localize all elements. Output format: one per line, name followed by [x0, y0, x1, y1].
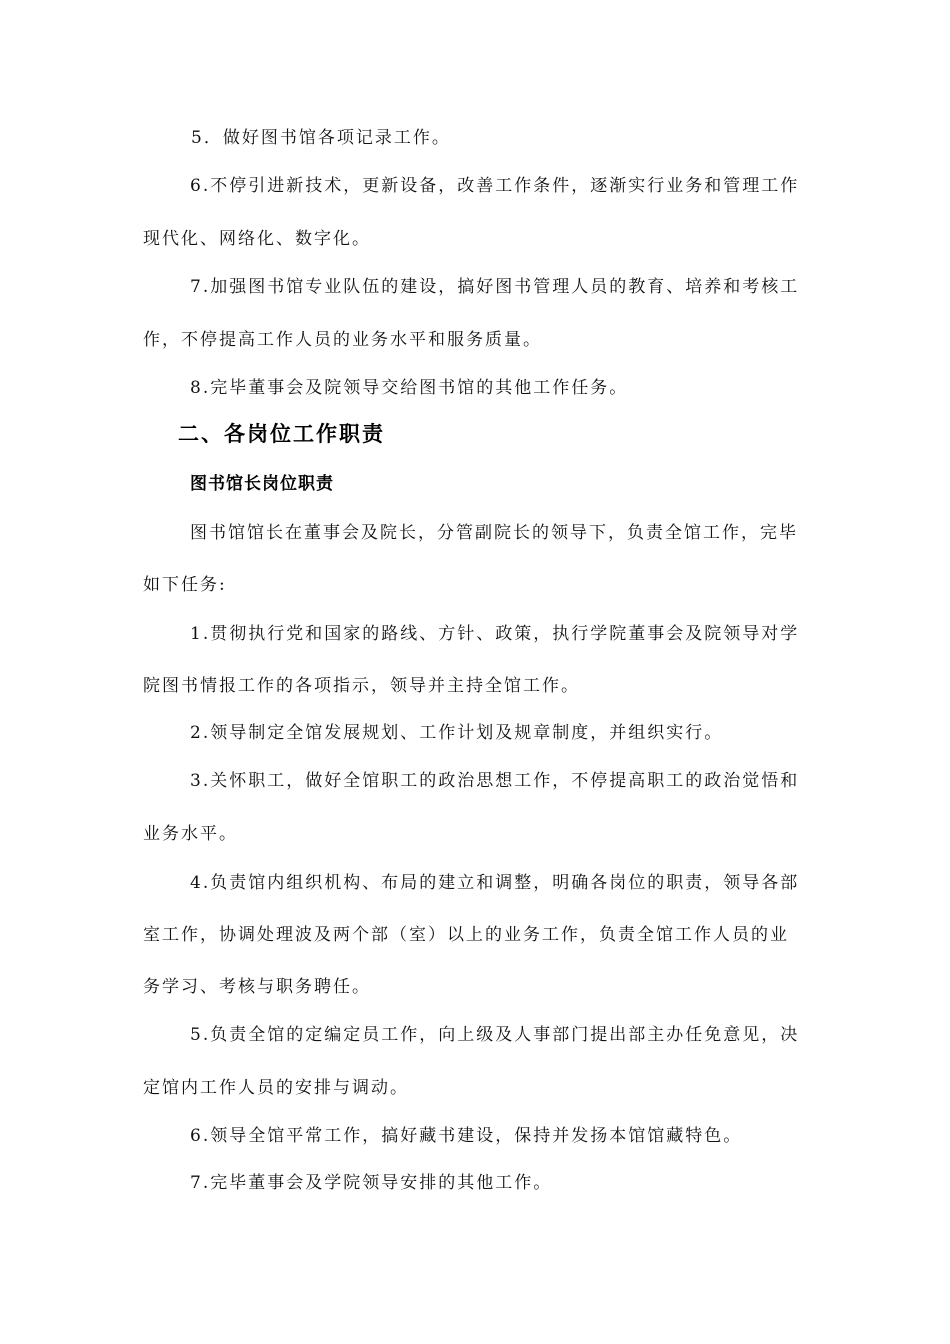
item-8-other-tasks: 8.完毕董事会及院领导交给图书馆的其他工作任务。 [190, 378, 629, 398]
item-6-technology-line-2: 现代化、网络化、数字化。 [143, 229, 371, 249]
duty-1-line-2: 院图书情报工作的各项指示，领导并主持全馆工作。 [143, 676, 580, 696]
duty-4-line-3: 务学习、考核与职务聘任。 [143, 977, 371, 997]
duty-1-line-1: 1.贯彻执行党和国家的路线、方针、政策，执行学院董事会及院领导对学 [190, 624, 800, 644]
item-7-team-building-line-1: 7.加强图书馆专业队伍的建设，搞好图书管理人员的教育、培养和考核工 [190, 277, 800, 297]
duty-4-line-2: 室工作，协调处理波及两个部（室）以上的业务工作，负责全馆工作人员的业 [143, 925, 789, 945]
duty-2: 2.领导制定全馆发展规划、工作计划及规章制度，并组织实行。 [190, 723, 724, 743]
duty-4-line-1: 4.负责馆内组织机构、布局的建立和调整，明确各岗位的职责，领导各部 [190, 873, 800, 893]
duty-5-line-1: 5.负责全馆的定编定员工作，向上级及人事部门提出部主办任免意见，决 [190, 1025, 800, 1045]
duty-7: 7.完毕董事会及学院领导安排的其他工作。 [190, 1173, 553, 1193]
duty-3-line-1: 3.关怀职工，做好全馆职工的政治思想工作，不停提高职工的政治觉悟和 [190, 771, 800, 791]
section-heading: 二、各岗位工作职责 [178, 422, 385, 446]
duty-6: 6.领导全馆平常工作，搞好藏书建设，保持并发扬本馆馆藏特色。 [190, 1126, 743, 1146]
duty-5-line-2: 定馆内工作人员的安排与调动。 [143, 1078, 409, 1098]
sub-heading-director-duties: 图书馆长岗位职责 [190, 474, 334, 494]
item-6-technology-line-1: 6.不停引进新技术，更新设备，改善工作条件，逐渐实行业务和管理工作 [190, 176, 800, 196]
item-7-team-building-line-2: 作，不停提高工作人员的业务水平和服务质量。 [143, 330, 542, 350]
intro-line-1: 图书馆馆长在董事会及院长，分管副院长的领导下，负责全馆工作，完毕 [190, 523, 798, 543]
item-5-record-keeping: 5．做好图书馆各项记录工作。 [191, 128, 451, 148]
intro-line-2: 如下任务: [143, 575, 227, 595]
duty-3-line-2: 业务水平。 [143, 824, 238, 844]
